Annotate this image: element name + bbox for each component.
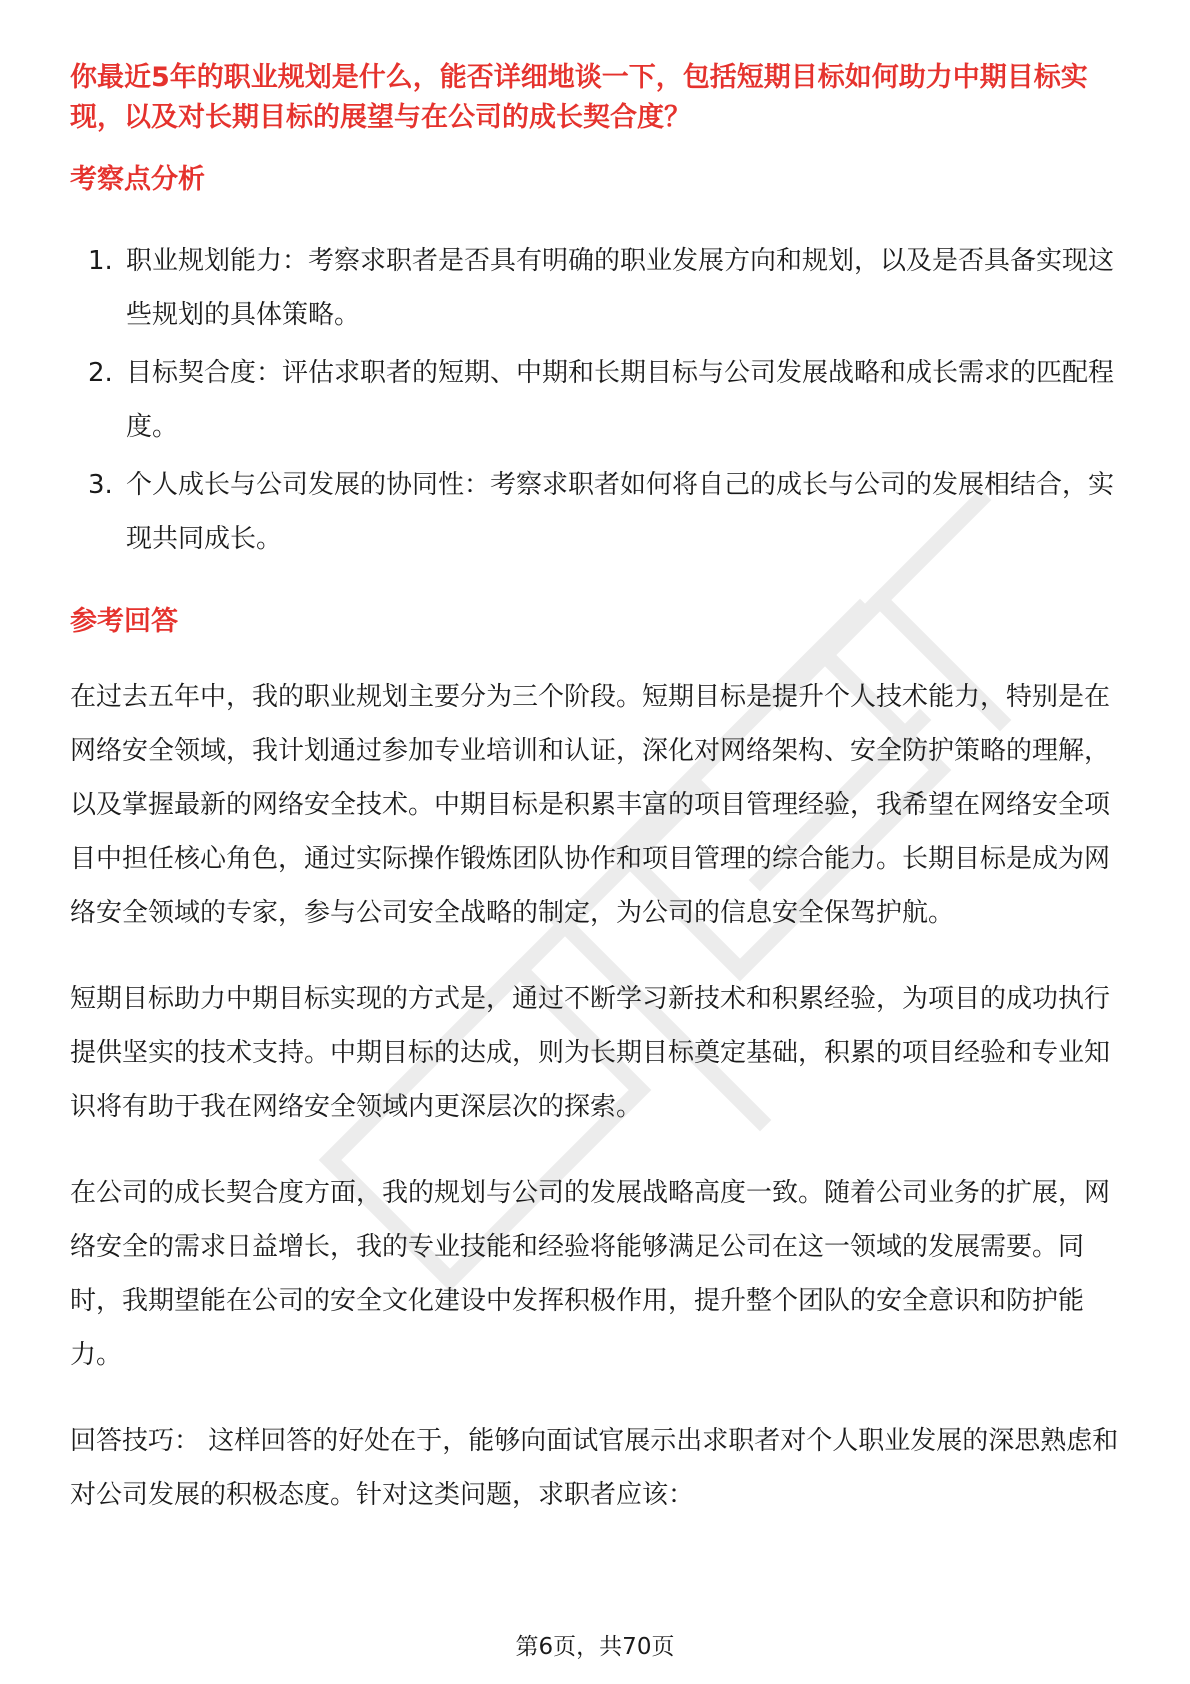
list-item-number: 2. — [88, 358, 113, 388]
list-item-number: 1. — [88, 246, 113, 276]
list-item-text: 目标契合度：评估求职者的短期、中期和长期目标与公司发展战略和成长需求的匹配程度。 — [126, 358, 1115, 442]
answer-paragraph: 在公司的成长契合度方面，我的规划与公司的发展战略高度一致。随着公司业务的扩展，网络安全的需求日益增长，我的专业技能和经验将能够满足公司在这一领域的发展需要。同时，我期望能在公司的安全文化建设中发挥积极作用，提升整个团队的安全意识和防护能力。 — [70, 1178, 1111, 1370]
answer-tips: 回答技巧： 这样回答的好处在于，能够向面试官展示出求职者对个人职业发展的深思熟虑和对公司发展的积极态度。针对这类问题，求职者应该： — [70, 1426, 1119, 1510]
question-title: 你最近5年的职业规划是什么，能否详细地谈一下，包括短期目标如何助力中期目标实现，以及对长期目标的展望与在公司的成长契合度？ — [70, 62, 1088, 133]
document-content — [70, 58, 1120, 1522]
answer-paragraph: 在过去五年中，我的职业规划主要分为三个阶段。短期目标是提升个人技术能力，特别是在网络安全领域，我计划通过参加专业培训和认证，深化对网络架构、安全防护策略的理解，以及掌握最新的网络安全技术。中期目标是积累丰富的项目管理经验，我希望在网络安全项目中担任核心角色，通过实际操作锻炼团队协作和项目管理的综合能力。长期目标是成为网络安全领域的专家，参与公司安全战略的制定，为公司的信息安全保驾护航。 — [70, 682, 1111, 928]
analysis-heading: 考察点分析 — [70, 164, 205, 195]
page-number-footer: 第6页，共70页 — [515, 1634, 675, 1660]
list-item — [70, 346, 1120, 454]
list-item-text: 职业规划能力：考察求职者是否具有明确的职业发展方向和规划，以及是否具备实现这些规划的具体策略。 — [126, 246, 1115, 330]
analysis-list — [70, 234, 1120, 566]
answer-heading: 参考回答 — [70, 606, 178, 637]
list-item-number: 3. — [88, 470, 113, 500]
list-item — [70, 458, 1120, 566]
answer-paragraph: 短期目标助力中期目标实现的方式是，通过不断学习新技术和积累经验，为项目的成功执行提供坚实的技术支持。中期目标的达成，则为长期目标奠定基础，积累的项目经验和专业知识将有助于我在网络安全领域内更深层次的探索。 — [70, 984, 1111, 1122]
list-item — [70, 234, 1120, 342]
list-item-text: 个人成长与公司发展的协同性：考察求职者如何将自己的成长与公司的发展相结合，实现共同成长。 — [126, 470, 1115, 554]
